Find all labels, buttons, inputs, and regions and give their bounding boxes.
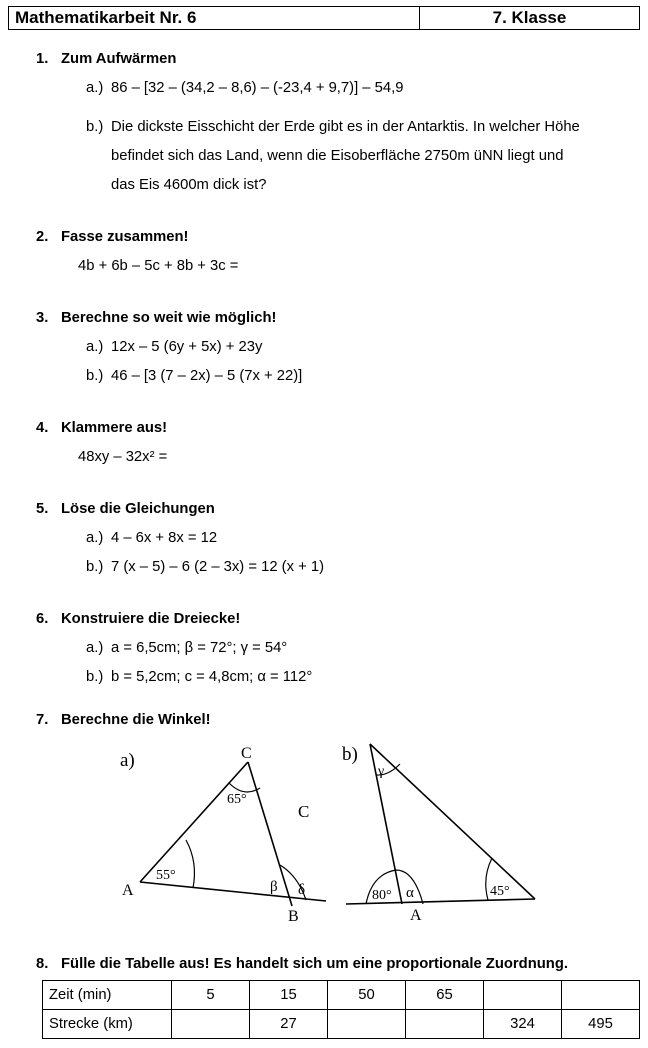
table-cell[interactable]: 324	[484, 1010, 562, 1039]
task-1b-line-2: befindet sich das Land, wenn die Eisoberfläche 2750m üNN liegt und	[111, 148, 564, 164]
figure-a-label: a)	[120, 750, 135, 771]
task-1b-line-1: Die dickste Eisschicht der Erde gibt es in der Antarktis. In welcher Höhe	[111, 119, 580, 135]
table-cell[interactable]	[406, 1010, 484, 1039]
table-row	[43, 1010, 640, 1039]
angle-figure	[110, 740, 550, 930]
table-cell[interactable]: 27	[250, 1010, 328, 1039]
triangle-b-right-side	[370, 744, 535, 899]
figure-b-label: b)	[342, 744, 358, 765]
grade-label: 7. Klasse	[492, 8, 567, 27]
table-cell: Zeit (min)	[43, 981, 172, 1010]
task-5-title: Löse die Gleichungen	[61, 501, 215, 517]
task-1-number: 1.	[36, 51, 49, 67]
table-cell[interactable]: 65	[406, 981, 484, 1010]
task-6-number: 6.	[36, 611, 49, 627]
task-6b-values: b = 5,2cm; c = 4,8cm; α = 112°	[111, 669, 313, 685]
angle-a-arc	[186, 840, 194, 888]
task-5a-equation: 4 – 6x + 8x = 12	[111, 530, 218, 546]
task-3b-label: b.)	[86, 368, 104, 384]
task-3-title: Berechne so weit wie möglich!	[61, 310, 277, 326]
table-cell: Strecke (km)	[43, 1010, 172, 1039]
task-7-title: Berechne die Winkel!	[61, 712, 211, 728]
task-3-number: 3.	[36, 310, 49, 326]
task-5b-equation: 7 (x – 5) – 6 (2 – 3x) = 12 (x + 1)	[111, 559, 325, 575]
task-4-title: Klammere aus!	[61, 420, 168, 436]
task-5b-label: b.)	[86, 559, 104, 575]
table-cell[interactable]	[562, 981, 640, 1010]
task-4-number: 4.	[36, 420, 49, 436]
worksheet-header	[8, 6, 640, 30]
exterior-angle-value: 80°	[372, 888, 392, 903]
task-1a-expression: 86 – [32 – (34,2 – 8,6) – (-23,4 + 9,7)] – 54,9	[111, 80, 404, 96]
task-1-title: Zum Aufwärmen	[61, 51, 177, 67]
task-2-expression: 4b + 6b – 5c + 8b + 3c =	[78, 258, 239, 274]
task-4-expression: 48xy – 32x² =	[78, 449, 168, 465]
task-5a-label: a.)	[86, 530, 104, 546]
task-1b-line-3: das Eis 4600m dick ist?	[111, 177, 267, 193]
table-cell[interactable]	[484, 981, 562, 1010]
task-7-number: 7.	[36, 712, 49, 728]
table-cell[interactable]	[172, 1010, 250, 1039]
table-cell[interactable]: 15	[250, 981, 328, 1010]
task-6-title: Konstruiere die Dreiecke!	[61, 611, 241, 627]
task-2-title: Fasse zusammen!	[61, 229, 189, 245]
task-1a-label: a.)	[86, 80, 104, 96]
angle-gamma-label: γ	[378, 764, 385, 779]
task-6b-label: b.)	[86, 669, 104, 685]
angle-a-value: 55°	[156, 868, 176, 883]
table-cell[interactable]: 50	[328, 981, 406, 1010]
angle-right-value: 45°	[490, 884, 510, 899]
angle-delta-label: δ	[298, 882, 306, 898]
proportion-table	[42, 980, 640, 1039]
vertex-b-label: B	[288, 908, 299, 925]
table-cell[interactable]: 495	[562, 1010, 640, 1039]
angle-beta-label: β	[270, 879, 278, 895]
angle-c-value: 65°	[227, 792, 247, 807]
task-6a-label: a.)	[86, 640, 104, 656]
task-3a-expression: 12x – 5 (6y + 5x) + 23y	[111, 339, 263, 355]
task-3b-expression: 46 – [3 (7 – 2x) – 5 (7x + 22)]	[111, 368, 303, 384]
task-3a-label: a.)	[86, 339, 104, 355]
task-8-number: 8.	[36, 956, 49, 972]
angle-alpha-label: α	[406, 885, 414, 901]
triangle-b-vertex-a-label: A	[410, 907, 422, 924]
triangle-a-side-c-label: C	[298, 802, 310, 821]
task-5-number: 5.	[36, 501, 49, 517]
task-8-title: Fülle die Tabelle aus! Es handelt sich um eine proportionale Zuordnung.	[61, 956, 568, 972]
vertex-c-label: C	[241, 745, 252, 762]
table-row	[43, 981, 640, 1010]
table-cell[interactable]: 5	[172, 981, 250, 1010]
table-cell[interactable]	[328, 1010, 406, 1039]
triangle-b-left-side	[370, 744, 402, 904]
task-1b-label: b.)	[86, 119, 104, 135]
worksheet-title: Mathematikarbeit Nr. 6	[9, 7, 420, 29]
task-6a-values: a = 6,5cm; β = 72°; γ = 54°	[111, 640, 288, 656]
vertex-a-label: A	[122, 882, 134, 899]
task-2-number: 2.	[36, 229, 49, 245]
